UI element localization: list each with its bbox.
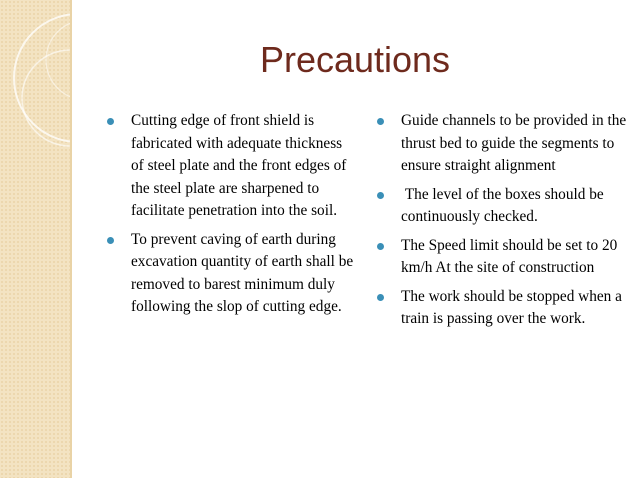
decorative-side-band	[0, 0, 70, 478]
bullet-text: The Speed limit should be set to 20 km/h At the site of construction	[401, 236, 622, 276]
bullet-item	[377, 110, 630, 178]
bullet-text: To prevent caving of earth during excavation quantity of earth shall be removed to barest minimum duly following the slop of cutting edge.	[131, 230, 357, 315]
bullet-text: The level of the boxes should be continuously checked.	[401, 185, 608, 225]
decorative-swirl-graphic	[0, 0, 70, 478]
bullet-dot-icon	[377, 294, 384, 301]
bullet-item	[107, 110, 357, 223]
bullet-item	[107, 229, 357, 319]
right-bullet-list	[377, 110, 630, 337]
bullet-dot-icon	[377, 192, 384, 199]
bullet-item	[377, 235, 627, 280]
bullet-text: Guide channels to be provided in the thrust bed to guide the segments to ensure straight alignment	[401, 112, 630, 174]
bullet-item	[377, 184, 627, 229]
bullet-dot-icon	[377, 118, 384, 125]
slide-title: Precautions	[259, 39, 451, 80]
left-bullet-list	[107, 110, 357, 325]
bullet-text: Cutting edge of front shield is fabricated with adequate thickness of steel plate and the front edges of the steel plate are sharpened to facilitate penetration into the soil.	[131, 112, 351, 219]
bullet-dot-icon	[377, 243, 384, 250]
bullet-dot-icon	[107, 237, 114, 244]
bullet-item	[377, 286, 627, 331]
bullet-text: The work should be stopped when a train is passing over the work.	[401, 287, 626, 327]
bullet-dot-icon	[107, 118, 114, 125]
